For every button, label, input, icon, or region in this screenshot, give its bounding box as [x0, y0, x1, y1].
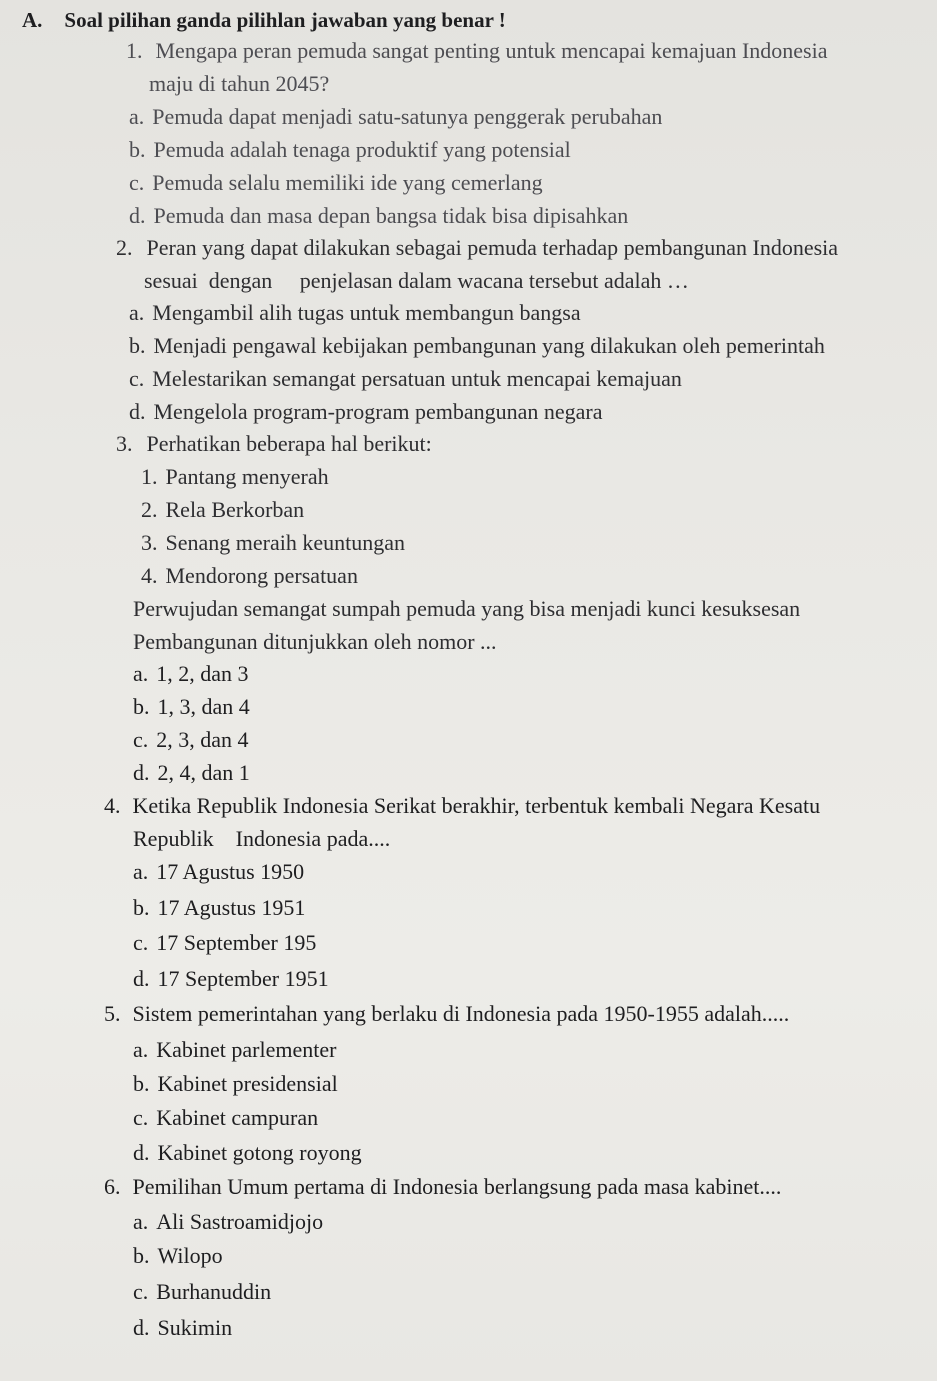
- option-label: c.: [133, 930, 149, 955]
- question-5-number: 5.: [104, 1001, 121, 1026]
- option-label: d.: [129, 399, 146, 424]
- option-label: d.: [133, 1140, 150, 1165]
- option-text: 1, 3, dan 4: [157, 694, 250, 719]
- section-heading: [22, 7, 506, 33]
- option-label: b.: [133, 895, 150, 920]
- option-label: a.: [129, 300, 145, 325]
- option-label: a.: [133, 859, 149, 884]
- option-text: Pemuda dapat menjadi satu-satunya penggerak perubahan: [152, 104, 663, 129]
- option-text: 2, 3, dan 4: [156, 727, 249, 752]
- option-label: d.: [133, 1315, 150, 1340]
- question-3-text-1: Perhatikan beberapa hal berikut:: [146, 431, 432, 456]
- option-label: b.: [133, 1071, 150, 1096]
- question-6-option-b: [133, 1243, 223, 1269]
- option-text: 1, 2, dan 3: [156, 661, 249, 686]
- question-3-number: 3.: [116, 431, 133, 456]
- question-3-option-d: [133, 760, 250, 786]
- option-label: b.: [129, 137, 146, 162]
- question-4-number: 4.: [104, 793, 121, 818]
- option-text: Kabinet gotong royong: [157, 1140, 362, 1165]
- option-label: b.: [133, 694, 150, 719]
- item-text: Pantang menyerah: [165, 464, 329, 489]
- option-text: Mengelola program-program pembangunan negara: [153, 399, 603, 424]
- question-1-option-a: [129, 104, 662, 130]
- option-label: a.: [133, 1209, 149, 1234]
- question-6-option-c: [133, 1279, 271, 1305]
- question-5-option-a: [133, 1037, 336, 1063]
- question-3-item-4: [141, 563, 358, 589]
- item-text: Mendorong persatuan: [165, 563, 358, 588]
- question-1-line-1: [126, 38, 828, 64]
- question-6-option-d: [133, 1315, 232, 1341]
- question-1-option-b: [129, 137, 571, 163]
- question-6-text-1: Pemilihan Umum pertama di Indonesia berlangsung pada masa kabinet....: [132, 1174, 782, 1199]
- question-4-line-1: [104, 793, 820, 819]
- option-text: Kabinet parlementer: [156, 1037, 337, 1062]
- question-2-line-1: [116, 235, 838, 261]
- option-label: c.: [133, 727, 149, 752]
- question-4-text-2: Republik Indonesia pada....: [133, 826, 391, 851]
- option-text: 17 Agustus 1951: [157, 895, 306, 920]
- option-text: Kabinet presidensial: [157, 1071, 338, 1096]
- question-3-followup-2: Pembangunan ditunjukkan oleh nomor ...: [133, 629, 497, 654]
- option-text: Kabinet campuran: [156, 1105, 319, 1130]
- question-1-text-2: maju di tahun 2045?: [149, 71, 330, 96]
- question-4-option-c: [133, 930, 316, 956]
- question-3-line-1: [116, 431, 432, 457]
- question-3-option-c: [133, 727, 249, 753]
- option-text: Wilopo: [157, 1243, 223, 1268]
- question-1-option-d: [129, 203, 628, 229]
- option-text: 17 September 195: [156, 930, 317, 955]
- question-6-number: 6.: [104, 1174, 121, 1199]
- question-3-item-3: [141, 530, 405, 556]
- item-label: 1.: [141, 464, 158, 489]
- option-label: d.: [133, 966, 150, 991]
- question-3-item-1: [141, 464, 329, 490]
- option-text: 17 Agustus 1950: [156, 859, 305, 884]
- option-text: 17 September 1951: [157, 966, 329, 991]
- question-1-text-1: Mengapa peran pemuda sangat penting untuk mencapai kemajuan Indonesia: [155, 38, 828, 63]
- question-5-option-c: [133, 1105, 318, 1131]
- item-text: Senang meraih keuntungan: [165, 530, 405, 555]
- option-label: c.: [129, 366, 145, 391]
- option-label: c.: [133, 1279, 149, 1304]
- item-label: 4.: [141, 563, 158, 588]
- option-text: 2, 4, dan 1: [157, 760, 250, 785]
- question-2-text-1: Peran yang dapat dilakukan sebagai pemuda terhadap pembangunan Indonesia: [146, 235, 839, 260]
- option-label: a.: [133, 1037, 149, 1062]
- question-6-line-1: [104, 1174, 781, 1200]
- question-2-option-d: [129, 399, 603, 425]
- question-3-option-a: [133, 661, 249, 687]
- option-text: Pemuda selalu memiliki ide yang cemerlang: [152, 170, 543, 195]
- question-4-option-a: [133, 859, 304, 885]
- question-4-text-1: Ketika Republik Indonesia Serikat berakhir, terbentuk kembali Negara Kesatu: [132, 793, 821, 818]
- option-label: b.: [133, 1243, 150, 1268]
- question-3-option-b: [133, 694, 250, 720]
- option-label: a.: [129, 104, 145, 129]
- option-text: Menjadi pengawal kebijakan pembangunan yang dilakukan oleh pemerintah: [153, 333, 825, 358]
- question-4-option-d: [133, 966, 329, 992]
- option-text: Melestarikan semangat persatuan untuk mencapai kemajuan: [152, 366, 682, 391]
- question-5-text-1: Sistem pemerintahan yang berlaku di Indonesia pada 1950-1955 adalah.....: [132, 1001, 790, 1026]
- item-label: 3.: [141, 530, 158, 555]
- option-label: c.: [129, 170, 145, 195]
- question-5-line-1: [104, 1001, 789, 1027]
- question-2-option-c: [129, 366, 682, 392]
- option-label: c.: [133, 1105, 149, 1130]
- section-title: Soal pilihan ganda pilihlan jawaban yang benar !: [64, 8, 506, 32]
- question-2-option-a: [129, 300, 581, 326]
- section-letter: A.: [22, 8, 43, 32]
- option-text: Burhanuddin: [156, 1279, 272, 1304]
- item-label: 2.: [141, 497, 158, 522]
- option-text: Pemuda adalah tenaga produktif yang potensial: [153, 137, 571, 162]
- option-label: d.: [129, 203, 146, 228]
- option-text: Pemuda dan masa depan bangsa tidak bisa dipisahkan: [153, 203, 629, 228]
- option-text: Mengambil alih tugas untuk membangun bangsa: [152, 300, 581, 325]
- question-4-option-b: [133, 895, 305, 921]
- question-5-option-b: [133, 1071, 338, 1097]
- option-text: Ali Sastroamidjojo: [156, 1209, 324, 1234]
- question-2-option-b: [129, 333, 825, 359]
- item-text: Rela Berkorban: [165, 497, 305, 522]
- question-6-option-a: [133, 1209, 323, 1235]
- question-1-option-c: [129, 170, 543, 196]
- question-3-followup-1: Perwujudan semangat sumpah pemuda yang bisa menjadi kunci kesuksesan: [133, 596, 801, 621]
- option-text: Sukimin: [157, 1315, 233, 1340]
- question-2-text-2: sesuai dengan penjelasan dalam wacana tersebut adalah …: [144, 268, 689, 293]
- option-label: d.: [133, 760, 150, 785]
- question-5-option-d: [133, 1140, 362, 1166]
- option-label: b.: [129, 333, 146, 358]
- question-2-number: 2.: [116, 235, 133, 260]
- question-3-item-2: [141, 497, 304, 523]
- option-label: a.: [133, 661, 149, 686]
- question-1-number: 1.: [126, 38, 143, 63]
